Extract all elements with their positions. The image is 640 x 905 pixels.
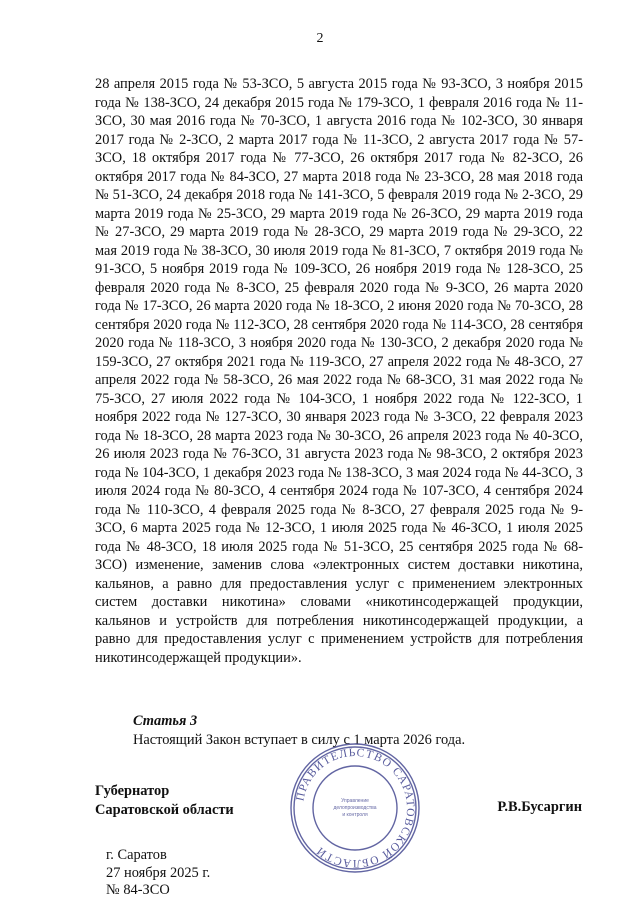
- governor-title: [95, 782, 234, 820]
- footer-number: № 84-ЗСО: [106, 882, 170, 898]
- governor-title-line1: Губернатор: [95, 783, 170, 799]
- governor-title-line2: Саратовской области: [95, 802, 234, 818]
- stamp-inner-line3: и контроля: [342, 812, 368, 818]
- footer-date: 27 ноября 2025 г.: [106, 864, 211, 881]
- official-stamp: [287, 740, 423, 876]
- article-heading: Статья 3: [133, 713, 198, 729]
- article-text: Настоящий Закон вступает в силу с 1 марта 2026 года.: [133, 732, 466, 748]
- page-number: 2: [316, 31, 324, 46]
- footer-city: г. Саратов: [106, 847, 167, 863]
- stamp-inner-line2: делопроизводства: [333, 805, 377, 811]
- governor-name: Р.В.Бусаргин: [497, 799, 582, 815]
- footer-block: [106, 847, 210, 900]
- stamp-ring-text: ПРАВИТЕЛЬСТВО САРАТОВСКОЙ ОБЛАСТИ: [294, 746, 417, 870]
- stamp-inner-line1: Управление: [341, 798, 369, 804]
- body-paragraph: 28 апреля 2015 года № 53-ЗСО, 5 августа 2015 года № 93-ЗСО, 3 ноября 2015 года № 138-ЗСО, 24 декабря 2015 года № 179-ЗСО, 1 февраля 2016 года № 11-ЗСО, 30 мая 2016 года № 70-ЗСО, 1 августа 2016 года № 102-ЗСО, 30 января 2017 года № 2-ЗСО, 2 марта 2017 года № 11-ЗСО, 2 августа 2017 года № 57-ЗСО, 18 октября 2017 года № 77-ЗСО, 26 октября 2017 года № 82-ЗСО, 26 октября 2017 года № 84-ЗСО, 27 марта 2018 года № 23-ЗСО, 28 мая 2018 года № 51-ЗСО, 24 декабря 2018 года № 141-ЗСО, 5 февраля 2019 года № 2-ЗСО, 29 марта 2019 года № 25-ЗСО, 29 марта 2019 года № 26-ЗСО, 29 марта 2019 года № 27-ЗСО, 29 марта 2019 года № 28-ЗСО, 29 марта 2019 года № 29-ЗСО, 22 мая 2019 года № 38-ЗСО, 30 июля 2019 года № 81-ЗСО, 7 октября 2019 года № 91-ЗСО, 5 ноября 2019 года № 109-ЗСО, 26 ноября 2019 года № 128-ЗСО, 25 февраля 2020 года № 8-ЗСО, 25 февраля 2020 года № 9-ЗСО, 26 марта 2020 года № 17-ЗСО, 26 марта 2020 года № 18-ЗСО, 2 июня 2020 года № 70-ЗСО, 28 сентября 2020 года № 112-ЗСО, 28 сентября 2020 года № 114-ЗСО, 28 сентября 2020 года № 118-ЗСО, 3 ноября 2020 года № 130-ЗСО, 2 декабря 2020 года № 159-ЗСО, 27 октября 2021 года № 119-ЗСО, 27 апреля 2022 года № 48-ЗСО, 27 апреля 2022 года № 58-ЗСО, 26 мая 2022 года № 68-ЗСО, 31 мая 2022 года № 75-ЗСО, 27 июля 2022 года № 104-ЗСО, 1 ноября 2022 года № 122-ЗСО, 1 ноября 2022 года № 127-ЗСО, 30 января 2023 года № 3-ЗСО, 22 февраля 2023 года № 18-ЗСО, 28 марта 2023 года № 30-ЗСО, 26 апреля 2023 года № 40-ЗСО, 26 июля 2023 года № 76-ЗСО, 31 августа 2023 года № 98-ЗСО, 2 октября 2023 года № 104-ЗСО, 1 декабря 2023 года № 138-ЗСО, 3 мая 2024 года № 44-ЗСО, 3 июля 2024 года № 80-ЗСО, 4 сентября 2024 года № 107-ЗСО, 4 сентября 2024 года № 110-ЗСО, 4 февраля 2025 года № 8-ЗСО, 27 февраля 2025 года № 9-ЗСО, 6 марта 2025 года № 12-ЗСО, 1 июля 2025 года № 46-ЗСО, 1 июля 2025 года № 48-ЗСО, 18 июля 2025 года № 51-ЗСО, 25 сентября 2025 года № 68-ЗСО) изменение, заменив слова «электронных систем доставки никотина, кальянов, а равно для предоставления услуг с применением электронных систем доставки никотина» словами «никотинсодержащей продукции, кальянов и устройств для потребления никотинсодержащей продукции, а равно для предоставления услуг с применением устройств для потребления никотинсодержащей продукции».: [95, 76, 583, 666]
